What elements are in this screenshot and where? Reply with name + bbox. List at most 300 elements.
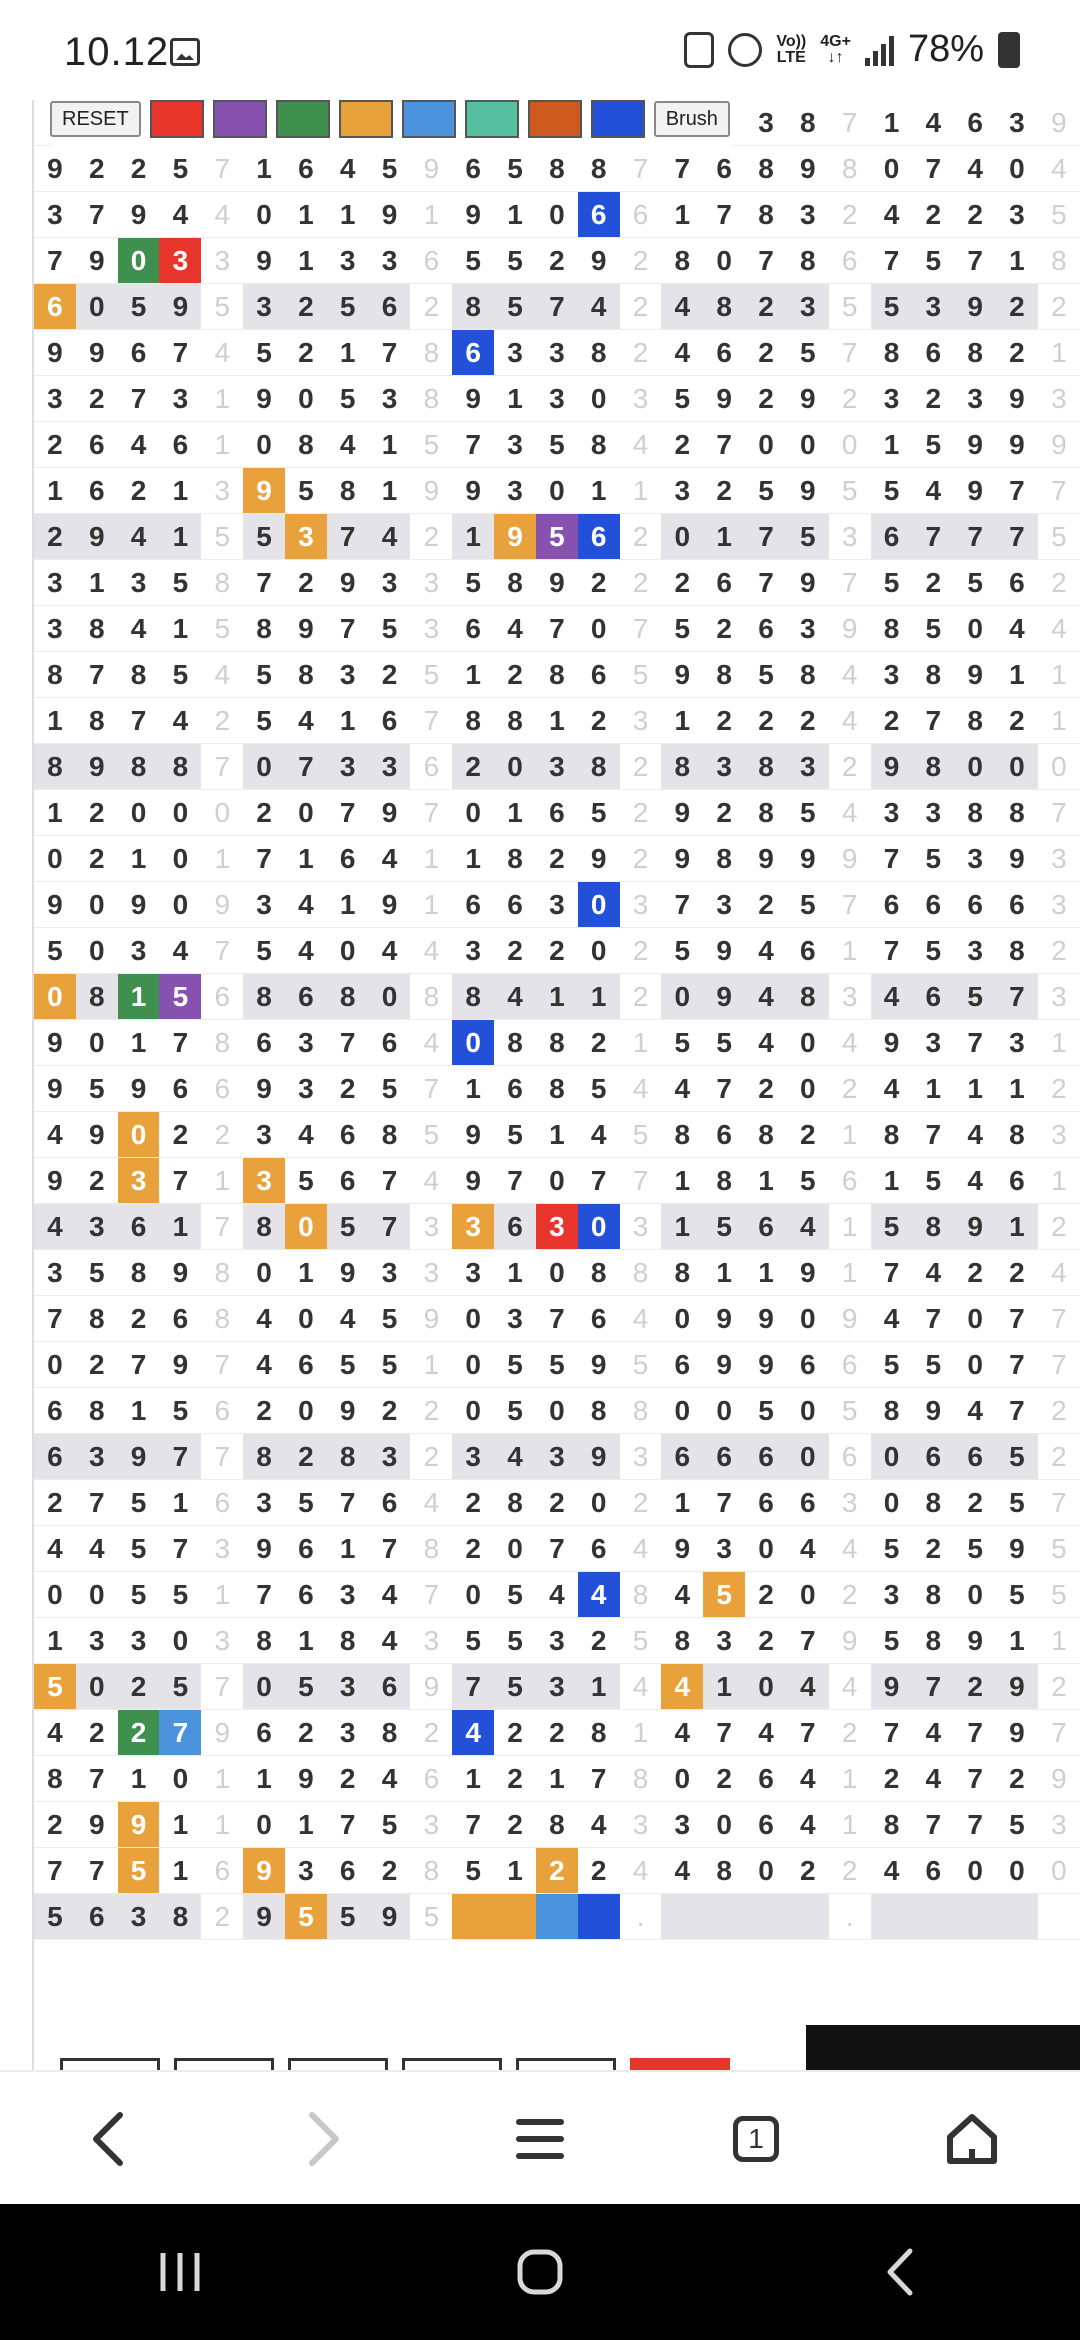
grid-cell[interactable]: 2	[76, 1342, 118, 1388]
grid-cell[interactable]: 5	[327, 1342, 369, 1388]
grid-cell[interactable]: 7	[996, 1342, 1038, 1388]
grid-cell[interactable]: 1	[703, 1664, 745, 1710]
grid-cell[interactable]: 8	[327, 974, 369, 1020]
grid-cell[interactable]: 6	[285, 1342, 327, 1388]
grid-cell[interactable]: 9	[954, 468, 996, 514]
grid-cell[interactable]: 2	[494, 1756, 536, 1802]
grid-cell[interactable]: 8	[787, 974, 829, 1020]
grid-cell[interactable]: 1	[829, 928, 871, 974]
grid-cell[interactable]: 6	[76, 1894, 118, 1940]
grid-cell[interactable]: 7	[829, 330, 871, 376]
grid-cell[interactable]: 0	[118, 1112, 160, 1158]
grid-cell[interactable]: 4	[34, 1204, 76, 1250]
grid-cell[interactable]: 9	[34, 146, 76, 192]
grid-cell[interactable]: 7	[578, 1158, 620, 1204]
grid-cell[interactable]: 2	[452, 1480, 494, 1526]
grid-cell[interactable]: 3	[201, 1526, 243, 1572]
grid-cell[interactable]: 3	[954, 376, 996, 422]
grid-cell[interactable]: 8	[703, 1158, 745, 1204]
grid-cell[interactable]: 3	[494, 330, 536, 376]
grid-cell[interactable]: 8	[578, 330, 620, 376]
grid-cell[interactable]: 5	[787, 882, 829, 928]
grid-cell[interactable]: 4	[118, 514, 160, 560]
grid-cell[interactable]: 7	[954, 1020, 996, 1066]
grid-cell[interactable]: 8	[745, 146, 787, 192]
grid-cell[interactable]: 2	[954, 192, 996, 238]
grid-cell[interactable]: 1	[661, 1204, 703, 1250]
grid-cell[interactable]: 7	[118, 698, 160, 744]
grid-cell[interactable]: 2	[76, 836, 118, 882]
grid-cell[interactable]: 9	[996, 422, 1038, 468]
grid-cell[interactable]: 9	[996, 836, 1038, 882]
grid-cell[interactable]: 8	[912, 1480, 954, 1526]
forward-icon[interactable]	[284, 2099, 364, 2179]
grid-cell[interactable]: 8	[745, 192, 787, 238]
grid-cell[interactable]: 2	[620, 560, 662, 606]
grid-cell[interactable]: 0	[494, 744, 536, 790]
grid-cell[interactable]: 1	[201, 422, 243, 468]
grid-cell[interactable]: 5	[787, 790, 829, 836]
grid-cell[interactable]: 0	[285, 376, 327, 422]
grid-cell[interactable]: 2	[118, 1664, 160, 1710]
grid-cell[interactable]: 4	[912, 1710, 954, 1756]
grid-cell[interactable]: 5	[536, 1342, 578, 1388]
grid-cell[interactable]: 3	[829, 1480, 871, 1526]
grid-cell[interactable]: 7	[327, 1802, 369, 1848]
grid-cell[interactable]: 8	[369, 1710, 411, 1756]
grid-cell[interactable]: 5	[452, 560, 494, 606]
grid-cell[interactable]: 6	[494, 1204, 536, 1250]
grid-cell[interactable]: 3	[912, 1020, 954, 1066]
grid-cell[interactable]: 8	[494, 1480, 536, 1526]
grid-cell[interactable]: 6	[703, 560, 745, 606]
grid-cell[interactable]: 1	[536, 1756, 578, 1802]
grid-cell[interactable]: 3	[871, 376, 913, 422]
grid-cell[interactable]: 8	[201, 1250, 243, 1296]
grid-cell[interactable]: 3	[1038, 836, 1080, 882]
grid-cell[interactable]: 6	[201, 1480, 243, 1526]
grid-cell[interactable]: 1	[159, 1204, 201, 1250]
grid-cell[interactable]: 0	[536, 1158, 578, 1204]
grid-cell[interactable]: 3	[118, 560, 160, 606]
grid-cell[interactable]	[912, 1894, 954, 1940]
grid-cell[interactable]: 4	[494, 974, 536, 1020]
grid-cell[interactable]: 7	[787, 1618, 829, 1664]
grid-cell[interactable]: 2	[369, 652, 411, 698]
grid-cell[interactable]: 5	[912, 836, 954, 882]
grid-cell[interactable]: 4	[285, 928, 327, 974]
grid-cell[interactable]: 3	[369, 744, 411, 790]
grid-cell[interactable]: 6	[76, 468, 118, 514]
grid-cell[interactable]: 2	[243, 790, 285, 836]
grid-cell[interactable]: 2	[912, 192, 954, 238]
grid-cell[interactable]: 6	[452, 146, 494, 192]
grid-cell[interactable]: 0	[452, 1296, 494, 1342]
swatch-light-blue[interactable]	[402, 100, 456, 138]
grid-cell[interactable]: 9	[118, 1434, 160, 1480]
grid-cell[interactable]: 3	[201, 468, 243, 514]
grid-cell[interactable]: 0	[954, 606, 996, 652]
grid-cell[interactable]: 8	[745, 1112, 787, 1158]
grid-cell[interactable]: 7	[996, 1388, 1038, 1434]
grid-cell[interactable]: 3	[76, 1204, 118, 1250]
grid-cell[interactable]: 2	[452, 744, 494, 790]
grid-cell[interactable]: 1	[829, 1204, 871, 1250]
grid-cell[interactable]: 3	[159, 376, 201, 422]
grid-cell[interactable]: 9	[703, 376, 745, 422]
grid-cell[interactable]: 9	[954, 284, 996, 330]
grid-cell[interactable]: 0	[76, 928, 118, 974]
grid-cell[interactable]: 6	[494, 1066, 536, 1112]
grid-cell[interactable]: 3	[243, 1112, 285, 1158]
grid-cell[interactable]: 7	[1038, 1296, 1080, 1342]
grid-cell[interactable]: 8	[76, 1296, 118, 1342]
grid-cell[interactable]: 2	[829, 1710, 871, 1756]
grid-cell[interactable]: 2	[1038, 1434, 1080, 1480]
grid-cell[interactable]: 3	[536, 882, 578, 928]
grid-cell[interactable]: 1	[201, 1158, 243, 1204]
grid-cell[interactable]: 1	[494, 376, 536, 422]
grid-cell[interactable]: 5	[369, 146, 411, 192]
grid-cell[interactable]: 1	[996, 652, 1038, 698]
grid-cell[interactable]: 0	[787, 1020, 829, 1066]
grid-cell[interactable]: 6	[410, 238, 452, 284]
grid-cell[interactable]: 3	[703, 1618, 745, 1664]
grid-cell[interactable]: 1	[285, 1802, 327, 1848]
grid-cell[interactable]: 3	[159, 238, 201, 284]
grid-cell[interactable]: 3	[410, 1802, 452, 1848]
grid-cell[interactable]: 5	[243, 330, 285, 376]
grid-cell[interactable]: 1	[661, 698, 703, 744]
grid-cell[interactable]: 2	[787, 698, 829, 744]
grid-cell[interactable]: 5	[912, 1342, 954, 1388]
grid-cell[interactable]: 6	[201, 1848, 243, 1894]
grid-cell[interactable]: 3	[536, 376, 578, 422]
grid-cell[interactable]: 7	[1038, 468, 1080, 514]
grid-cell[interactable]: 1	[494, 1848, 536, 1894]
grid-cell[interactable]: 1	[327, 192, 369, 238]
grid-cell[interactable]: 7	[410, 790, 452, 836]
grid-cell[interactable]: 0	[661, 514, 703, 560]
grid-cell[interactable]: 0	[661, 974, 703, 1020]
grid-cell[interactable]: 5	[369, 1342, 411, 1388]
grid-cell[interactable]: 7	[285, 744, 327, 790]
grid-cell[interactable]: 9	[369, 1894, 411, 1940]
grid-cell[interactable]: 6	[201, 1066, 243, 1112]
grid-cell[interactable]: 1	[578, 974, 620, 1020]
grid-cell[interactable]: 6	[912, 882, 954, 928]
grid-cell[interactable]: 1	[871, 1158, 913, 1204]
grid-cell[interactable]: 0	[285, 1388, 327, 1434]
grid-cell[interactable]: 4	[620, 1066, 662, 1112]
grid-cell[interactable]: 5	[159, 652, 201, 698]
grid-cell[interactable]: 6	[578, 192, 620, 238]
grid-cell[interactable]: 0	[34, 1572, 76, 1618]
grid-cell[interactable]: 9	[452, 1158, 494, 1204]
grid-cell[interactable]: 0	[452, 790, 494, 836]
grid-cell[interactable]: 8	[76, 1388, 118, 1434]
grid-cell[interactable]: 5	[118, 1526, 160, 1572]
grid-cell[interactable]: 6	[745, 606, 787, 652]
grid-cell[interactable]: 3	[787, 284, 829, 330]
grid-cell[interactable]: 7	[327, 606, 369, 652]
grid-cell[interactable]: 2	[620, 284, 662, 330]
grid-cell[interactable]: 5	[871, 284, 913, 330]
grid-cell[interactable]: 0	[536, 192, 578, 238]
grid-cell[interactable]: 2	[34, 422, 76, 468]
grid-cell[interactable]: 4	[745, 974, 787, 1020]
grid-cell[interactable]: 9	[76, 1112, 118, 1158]
grid-cell[interactable]: 0	[578, 1480, 620, 1526]
grid-cell[interactable]: 4	[745, 1710, 787, 1756]
grid-cell[interactable]: 2	[118, 1296, 160, 1342]
grid-cell[interactable]: 7	[327, 514, 369, 560]
grid-cell[interactable]: 4	[871, 192, 913, 238]
grid-cell[interactable]: 8	[620, 1388, 662, 1434]
grid-cell[interactable]: 4	[954, 1158, 996, 1204]
grid-cell[interactable]: 4	[829, 698, 871, 744]
grid-cell[interactable]: 3	[34, 192, 76, 238]
grid-cell[interactable]: 7	[745, 560, 787, 606]
grid-cell[interactable]: 8	[536, 1066, 578, 1112]
grid-cell[interactable]: 9	[327, 1388, 369, 1434]
grid-cell[interactable]: 9	[159, 1250, 201, 1296]
grid-cell[interactable]: 1	[745, 1158, 787, 1204]
grid-cell[interactable]: 9	[787, 468, 829, 514]
grid-cell[interactable]: 3	[661, 1802, 703, 1848]
grid-cell[interactable]: 4	[118, 422, 160, 468]
grid-cell[interactable]: 4	[410, 1480, 452, 1526]
grid-cell[interactable]: 9	[452, 468, 494, 514]
grid-cell[interactable]: 1	[410, 192, 452, 238]
grid-cell[interactable]: 9	[954, 652, 996, 698]
grid-cell[interactable]: 5	[243, 652, 285, 698]
grid-cell[interactable]: 6	[996, 560, 1038, 606]
grid-cell[interactable]: 8	[452, 284, 494, 330]
grid-cell[interactable]: 7	[201, 1204, 243, 1250]
grid-cell[interactable]: 9	[787, 146, 829, 192]
grid-cell[interactable]: 8	[745, 744, 787, 790]
grid-cell[interactable]: 3	[829, 974, 871, 1020]
grid-cell[interactable]: 4	[327, 1296, 369, 1342]
grid-cell[interactable]: 0	[285, 1204, 327, 1250]
grid-cell[interactable]: 2	[912, 376, 954, 422]
grid-cell[interactable]: 9	[745, 1342, 787, 1388]
grid-cell[interactable]: 5	[912, 606, 954, 652]
grid-cell[interactable]: 7	[452, 1664, 494, 1710]
reset-button[interactable]: RESET	[50, 101, 141, 137]
grid-cell[interactable]: 9	[494, 514, 536, 560]
grid-cell[interactable]: 5	[285, 1664, 327, 1710]
grid-cell[interactable]: 4	[871, 1066, 913, 1112]
recents-icon[interactable]	[130, 2222, 230, 2322]
grid-cell[interactable]: 2	[285, 1710, 327, 1756]
grid-cell[interactable]: 4	[327, 422, 369, 468]
grid-cell[interactable]: 5	[996, 1480, 1038, 1526]
grid-cell[interactable]: 7	[201, 928, 243, 974]
back-icon[interactable]	[68, 2099, 148, 2179]
grid-cell[interactable]: 0	[76, 284, 118, 330]
grid-cell[interactable]: 8	[118, 652, 160, 698]
grid-cell[interactable]: 2	[745, 376, 787, 422]
grid-cell[interactable]: 8	[620, 1250, 662, 1296]
grid-cell[interactable]: 6	[118, 330, 160, 376]
grid-cell[interactable]: 4	[912, 1250, 954, 1296]
grid-cell[interactable]: 5	[1038, 1526, 1080, 1572]
grid-cell[interactable]: 3	[327, 652, 369, 698]
grid-cell[interactable]: 3	[369, 1250, 411, 1296]
grid-cell[interactable]: 4	[285, 698, 327, 744]
grid-cell[interactable]: 5	[201, 606, 243, 652]
grid-cell[interactable]: 7	[159, 1434, 201, 1480]
grid-cell[interactable]: 2	[76, 790, 118, 836]
grid-cell[interactable]: 8	[118, 1250, 160, 1296]
grid-cell[interactable]: 3	[410, 1204, 452, 1250]
grid-cell[interactable]: 4	[787, 1664, 829, 1710]
grid-cell[interactable]: 3	[369, 1434, 411, 1480]
grid-cell[interactable]: 7	[159, 1710, 201, 1756]
grid-cell[interactable]: 3	[536, 1618, 578, 1664]
grid-cell[interactable]: 5	[996, 1802, 1038, 1848]
grid-cell[interactable]: 8	[787, 100, 829, 146]
grid-cell[interactable]: 4	[661, 1710, 703, 1756]
grid-cell[interactable]: 3	[871, 1572, 913, 1618]
grid-cell[interactable]	[494, 1894, 536, 1940]
grid-cell[interactable]: 8	[243, 1434, 285, 1480]
grid-cell[interactable]: 2	[410, 514, 452, 560]
grid-cell[interactable]: 5	[285, 1894, 327, 1940]
grid-cell[interactable]: 8	[871, 1802, 913, 1848]
grid-cell[interactable]: 8	[285, 652, 327, 698]
grid-cell[interactable]: 7	[243, 1572, 285, 1618]
grid-cell[interactable]: 1	[829, 1756, 871, 1802]
grid-cell[interactable]: 4	[620, 1848, 662, 1894]
grid-cell[interactable]: 4	[410, 1020, 452, 1066]
grid-cell[interactable]: 2	[620, 514, 662, 560]
grid-cell[interactable]: 9	[243, 1526, 285, 1572]
grid-cell[interactable]: 5	[159, 560, 201, 606]
grid-cell[interactable]: 3	[369, 560, 411, 606]
grid-cell[interactable]: 1	[285, 1618, 327, 1664]
grid-cell[interactable]: 0	[578, 882, 620, 928]
grid-cell[interactable]: 9	[912, 1388, 954, 1434]
grid-cell[interactable]: 5	[578, 1066, 620, 1112]
grid-cell[interactable]: 7	[76, 1848, 118, 1894]
grid-cell[interactable]: 1	[661, 1158, 703, 1204]
grid-cell[interactable]: .	[620, 1894, 662, 1940]
grid-cell[interactable]: 1	[1038, 1618, 1080, 1664]
grid-cell[interactable]: 6	[118, 1204, 160, 1250]
grid-cell[interactable]: 4	[954, 1112, 996, 1158]
grid-cell[interactable]: 4	[661, 1664, 703, 1710]
grid-cell[interactable]: 4	[912, 1756, 954, 1802]
grid-cell[interactable]: 1	[243, 146, 285, 192]
grid-cell[interactable]: 3	[327, 1710, 369, 1756]
grid-cell[interactable]: 7	[871, 928, 913, 974]
grid-cell[interactable]: 4	[494, 606, 536, 652]
grid-cell[interactable]: 5	[243, 928, 285, 974]
grid-cell[interactable]: 6	[829, 1158, 871, 1204]
grid-cell[interactable]: 6	[201, 1388, 243, 1434]
grid-cell[interactable]: 8	[536, 652, 578, 698]
grid-cell[interactable]: 8	[410, 1526, 452, 1572]
grid-cell[interactable]: 9	[787, 376, 829, 422]
grid-cell[interactable]: 1	[745, 1250, 787, 1296]
grid-cell[interactable]: 7	[327, 1020, 369, 1066]
grid-cell[interactable]: 2	[996, 1756, 1038, 1802]
grid-cell[interactable]: 8	[201, 560, 243, 606]
grid-cell[interactable]: 4	[452, 1710, 494, 1756]
grid-cell[interactable]: 5	[912, 1158, 954, 1204]
grid-cell[interactable]: 9	[243, 468, 285, 514]
grid-cell[interactable]: 7	[620, 606, 662, 652]
grid-cell[interactable]: 8	[410, 330, 452, 376]
grid-cell[interactable]: 3	[494, 468, 536, 514]
grid-cell[interactable]: 5	[452, 1618, 494, 1664]
grid-cell[interactable]: 5	[327, 1204, 369, 1250]
grid-cell[interactable]: 6	[912, 1434, 954, 1480]
grid-cell[interactable]: 0	[452, 1020, 494, 1066]
grid-cell[interactable]: 2	[703, 698, 745, 744]
grid-cell[interactable]: 0	[996, 744, 1038, 790]
grid-cell[interactable]: 1	[76, 560, 118, 606]
grid-cell[interactable]: 5	[661, 606, 703, 652]
grid-cell[interactable]: 7	[829, 560, 871, 606]
grid-cell[interactable]: 2	[578, 1618, 620, 1664]
grid-cell[interactable]: 2	[620, 928, 662, 974]
grid-cell[interactable]: 5	[327, 376, 369, 422]
grid-cell[interactable]: 3	[34, 376, 76, 422]
grid-cell[interactable]: 7	[536, 1296, 578, 1342]
grid-cell[interactable]: 5	[159, 1664, 201, 1710]
grid-cell[interactable]: 8	[620, 1572, 662, 1618]
grid-cell[interactable]: 5	[620, 1112, 662, 1158]
grid-cell[interactable]: 2	[996, 698, 1038, 744]
grid-cell[interactable]: 5	[34, 1664, 76, 1710]
grid-cell[interactable]: 7	[829, 882, 871, 928]
grid-cell[interactable]: 3	[620, 882, 662, 928]
grid-cell[interactable]: 4	[201, 192, 243, 238]
grid-cell[interactable]: 0	[118, 790, 160, 836]
grid-cell[interactable]: 3	[1038, 1112, 1080, 1158]
grid-cell[interactable]: 8	[996, 790, 1038, 836]
grid-cell[interactable]: 7	[201, 1664, 243, 1710]
grid-cell[interactable]: 9	[76, 744, 118, 790]
grid-cell[interactable]: 6	[871, 514, 913, 560]
grid-cell[interactable]: 2	[829, 1572, 871, 1618]
grid-cell[interactable]: 4	[159, 192, 201, 238]
grid-cell[interactable]: 2	[1038, 560, 1080, 606]
grid-cell[interactable]: 6	[452, 606, 494, 652]
grid-cell[interactable]: 8	[118, 744, 160, 790]
grid-cell[interactable]: 8	[243, 974, 285, 1020]
grid-cell[interactable]: 8	[34, 1756, 76, 1802]
grid-cell[interactable]: 2	[201, 698, 243, 744]
grid-cell[interactable]: 9	[410, 146, 452, 192]
grid-cell[interactable]: 2	[1038, 1388, 1080, 1434]
grid-cell[interactable]: 4	[954, 146, 996, 192]
grid-cell[interactable]: 3	[410, 1250, 452, 1296]
grid-cell[interactable]: 7	[620, 1158, 662, 1204]
grid-cell[interactable]: 9	[703, 974, 745, 1020]
grid-cell[interactable]: 7	[871, 1710, 913, 1756]
grid-cell[interactable]: 2	[620, 744, 662, 790]
grid-cell[interactable]: 7	[1038, 1710, 1080, 1756]
grid-cell[interactable]: 9	[787, 1250, 829, 1296]
grid-cell[interactable]: 3	[1038, 974, 1080, 1020]
grid-cell[interactable]: 7	[452, 1802, 494, 1848]
grid-cell[interactable]: 2	[118, 1710, 160, 1756]
